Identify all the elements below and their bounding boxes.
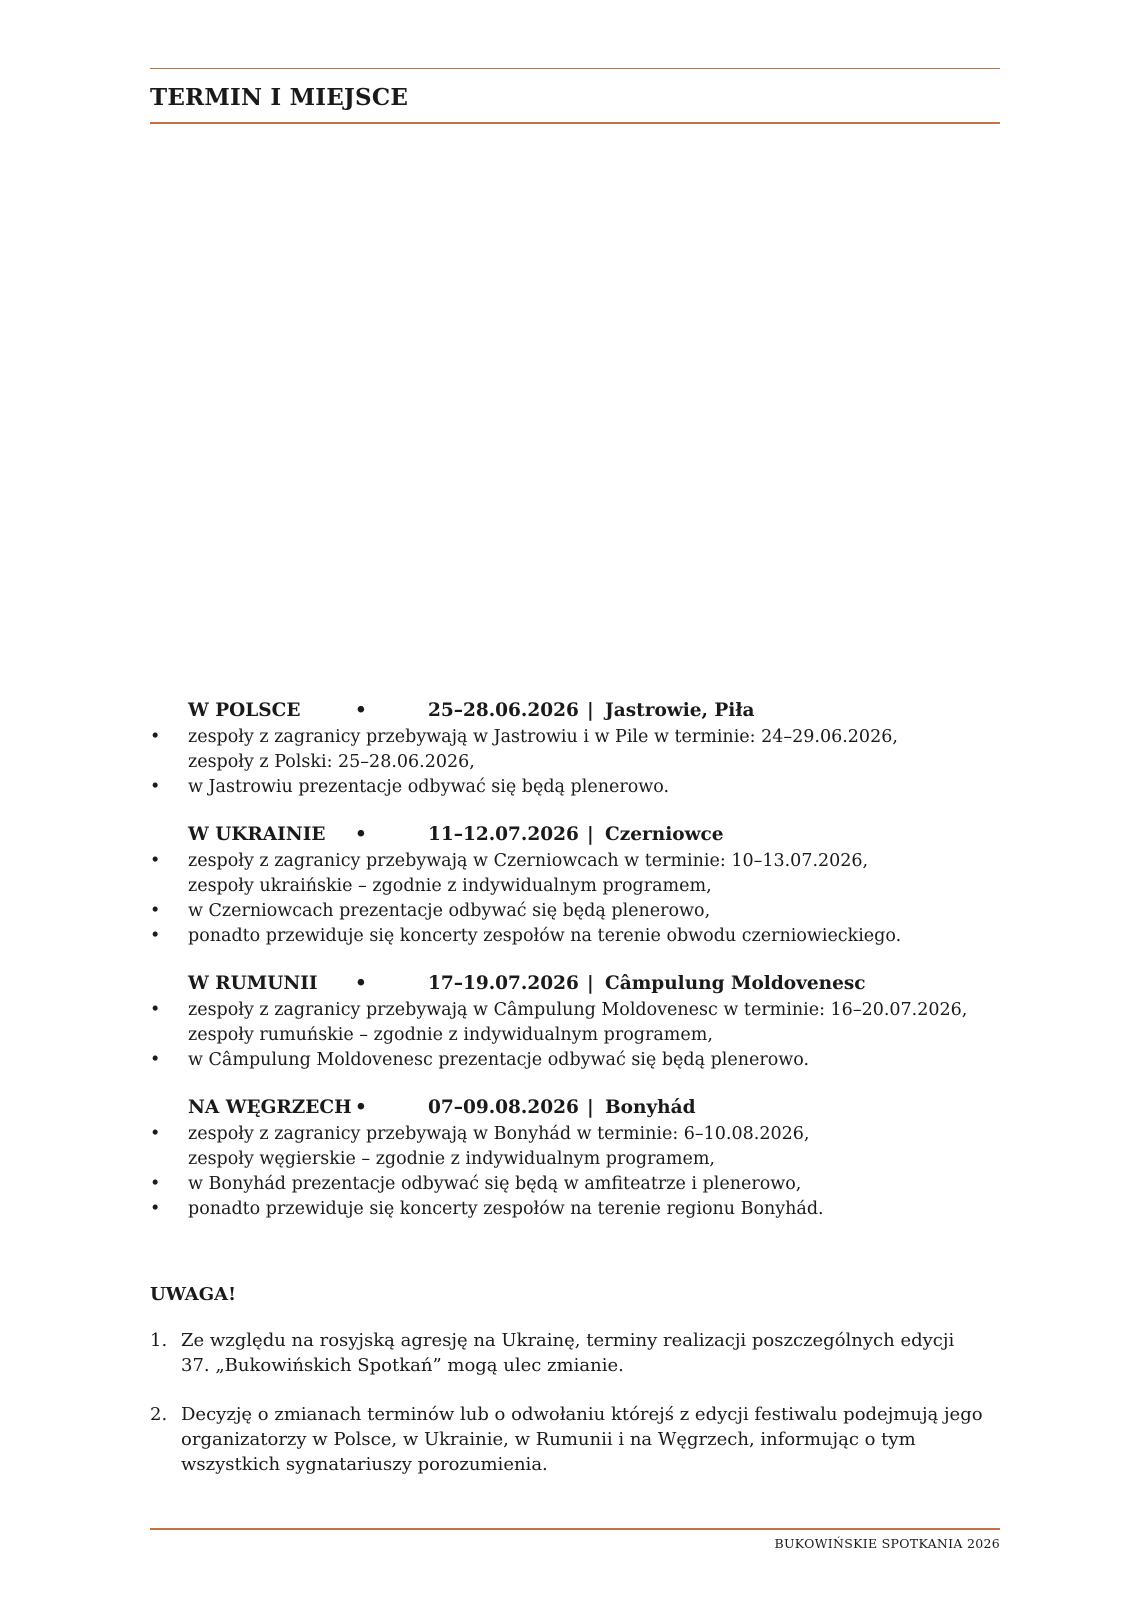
list-item xyxy=(150,1122,1010,1147)
heading-bullet: • xyxy=(355,973,367,994)
section-heading xyxy=(150,1097,1010,1122)
list-item xyxy=(150,775,1010,800)
heading-divider: | xyxy=(587,973,594,994)
list-item xyxy=(150,1048,1010,1073)
section-place: Jastrowie, Piła xyxy=(605,700,755,721)
list-item xyxy=(150,899,1010,924)
heading-bullet: • xyxy=(355,700,367,721)
section-dates: 25–28.06.2026 xyxy=(428,700,579,721)
section-dates: 11–12.07.2026 xyxy=(428,824,579,845)
list-item-text: w Bonyhád prezentacje odbywać się będą w amfiteatrze i plenerowo, xyxy=(188,1174,802,1194)
bullet: • xyxy=(150,1124,161,1144)
section-place: Czerniowce xyxy=(605,824,724,845)
note-text xyxy=(181,1402,1001,1477)
list-item xyxy=(150,998,1010,1023)
bullet: • xyxy=(150,926,161,946)
list-item xyxy=(150,924,1010,949)
bullet: • xyxy=(150,1000,161,1020)
section-country: W POLSCE xyxy=(188,700,301,721)
list-item-text: zespoły z zagranicy przebywają w Câmpulung Moldovenesc w terminie: 16–20.07.2026, xyxy=(188,1000,968,1020)
section-heading xyxy=(150,824,1010,849)
heading-divider: | xyxy=(587,1097,594,1118)
section-dates: 07–09.08.2026 xyxy=(428,1097,579,1118)
footer-text: BUKOWIŃSKIE SPOTKANIA 2026 xyxy=(774,1536,1000,1551)
list-item-text: zespoły rumuńskie – zgodnie z indywidualnym programem, xyxy=(188,1025,713,1045)
note-text xyxy=(181,1328,1001,1378)
section-place: Câmpulung Moldovenesc xyxy=(605,973,866,994)
note-line: Ze względu na rosyjską agresję na Ukrainę, terminy realizacji poszczególnych edycji xyxy=(181,1330,955,1351)
bullet: • xyxy=(150,1174,161,1194)
list-item-text: zespoły ukraińskie – zgodnie z indywidualnym programem, xyxy=(188,876,712,896)
section-poland xyxy=(150,700,1010,800)
list-item-text: w Jastrowiu prezentacje odbywać się będą plenerowo. xyxy=(188,777,670,797)
bullet: • xyxy=(150,901,161,921)
section-dates: 17–19.07.2026 xyxy=(428,973,579,994)
section-heading xyxy=(150,973,1010,998)
list-item xyxy=(150,1172,1010,1197)
list-item xyxy=(150,750,1010,775)
list-item-text: ponadto przewiduje się koncerty zespołów na terenie obwodu czerniowieckiego. xyxy=(188,926,902,946)
note-line: Decyzję o zmianach terminów lub o odwołaniu którejś z edycji festiwalu podejmują jego xyxy=(181,1404,983,1425)
note-line: wszystkich sygnatariuszy porozumienia. xyxy=(181,1454,548,1475)
list-item xyxy=(150,1023,1010,1048)
section-country: NA WĘGRZECH xyxy=(188,1097,352,1118)
section-place: Bonyhád xyxy=(605,1097,696,1118)
list-item-text: zespoły z zagranicy przebywają w Jastrowiu i w Pile w terminie: 24–29.06.2026, xyxy=(188,727,898,747)
bullet: • xyxy=(150,727,161,747)
heading-divider: | xyxy=(587,824,594,845)
section-country: W UKRAINIE xyxy=(188,824,326,845)
section-hungary xyxy=(150,1097,1010,1222)
bullet: • xyxy=(150,1199,161,1219)
list-item-text: zespoły z zagranicy przebywają w Czerniowcach w terminie: 10–13.07.2026, xyxy=(188,851,869,871)
note-number: 1. xyxy=(150,1330,168,1351)
bullet: • xyxy=(150,851,161,871)
list-item xyxy=(150,1197,1010,1222)
top-rule xyxy=(150,68,1000,69)
note-title: UWAGA! xyxy=(150,1284,236,1305)
list-item-text: zespoły z zagranicy przebywają w Bonyhád w terminie: 6–10.08.2026, xyxy=(188,1124,810,1144)
heading-bullet: • xyxy=(355,824,367,845)
section-country: W RUMUNII xyxy=(188,973,318,994)
heading-divider: | xyxy=(587,700,594,721)
list-item xyxy=(150,849,1010,874)
bullet: • xyxy=(150,777,161,797)
list-item-text: zespoły z Polski: 25–28.06.2026, xyxy=(188,752,475,772)
list-item-text: w Czerniowcach prezentacje odbywać się będą plenerowo, xyxy=(188,901,711,921)
page-title: TERMIN I MIEJSCE xyxy=(150,84,409,111)
section-romania xyxy=(150,973,1010,1073)
section-ukraine xyxy=(150,824,1010,949)
list-item-text: w Câmpulung Moldovenesc prezentacje odbywać się będą plenerowo. xyxy=(188,1050,810,1070)
list-item xyxy=(150,725,1010,750)
heading-bullet: • xyxy=(355,1097,367,1118)
list-item xyxy=(150,1147,1010,1172)
footer-rule xyxy=(150,1528,1000,1530)
list-item-text: zespoły węgierskie – zgodnie z indywidualnym programem, xyxy=(188,1149,715,1169)
section-heading xyxy=(150,700,1010,725)
list-item-text: ponadto przewiduje się koncerty zespołów na terenie regionu Bonyhád. xyxy=(188,1199,824,1219)
note-line: organizatorzy w Polsce, w Ukrainie, w Rumunii i na Węgrzech, informując o tym xyxy=(181,1429,916,1450)
title-underline xyxy=(150,122,1000,124)
list-item xyxy=(150,874,1010,899)
note-number: 2. xyxy=(150,1404,168,1425)
note-line: 37. „Bukowińskich Spotkań” mogą ulec zmianie. xyxy=(181,1355,624,1376)
bullet: • xyxy=(150,1050,161,1070)
